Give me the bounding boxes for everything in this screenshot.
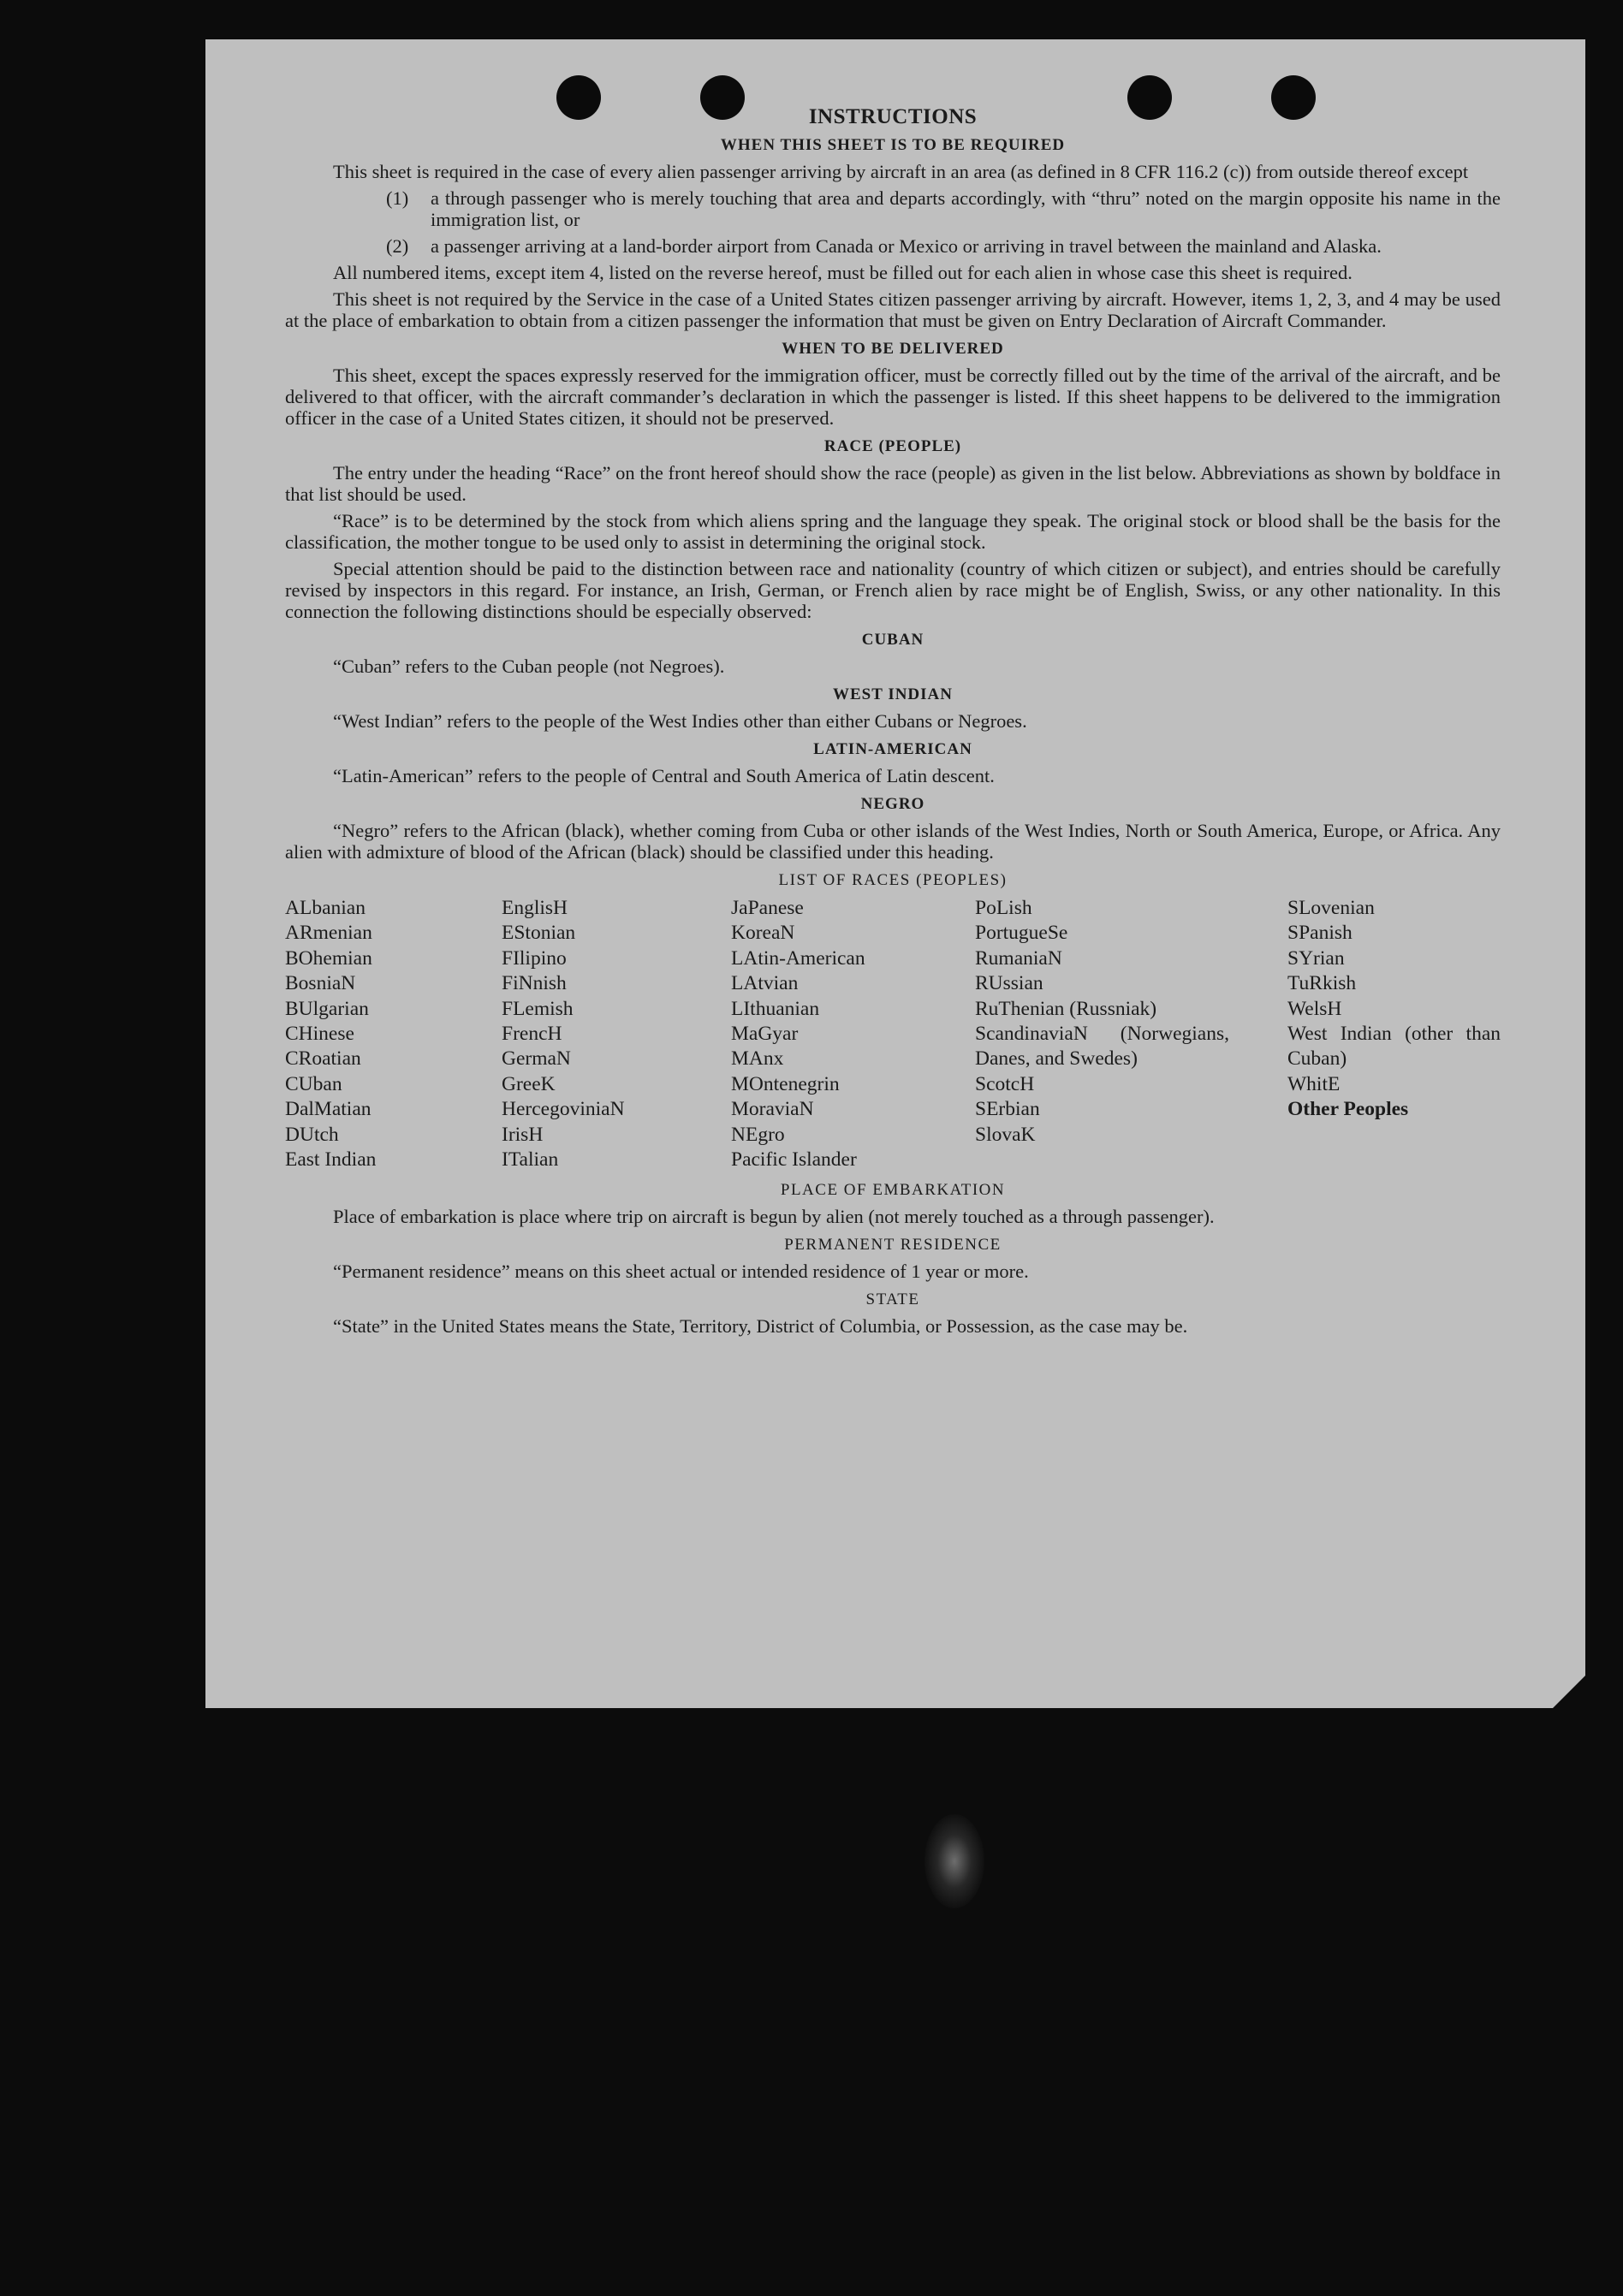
race-entry: WelsH	[1287, 997, 1342, 1020]
race-entry: SYrian	[1287, 946, 1345, 970]
race-entry: LAtin-American	[731, 946, 865, 970]
section-heading-state: STATE	[865, 1290, 920, 1309]
section-heading-list-of-races: LIST OF RACES (PEOPLES)	[778, 871, 1008, 889]
race-entry: ALbanian	[285, 897, 366, 919]
list-text: a through passenger who is merely touching that area and departs accordingly, with “thru” noted on the margin opposite his name in the immigration list, or	[431, 187, 1501, 230]
races-column	[285, 896, 502, 1172]
races-column	[502, 896, 731, 1172]
paragraph: “State” in the United States means the State, Territory, District of Columbia, or Possession, as the case may be.	[333, 1315, 1188, 1338]
list-number: (1)	[386, 187, 409, 209]
list-text: a passenger arriving at a land-border airport from Canada or Mexico or arriving in travel between the mainland and Alaska.	[431, 235, 1382, 257]
race-entry: EnglisH	[502, 897, 568, 919]
section-heading-race: RACE (PEOPLE)	[823, 437, 962, 455]
races-column	[975, 896, 1287, 1172]
lens-glare	[924, 1814, 984, 1908]
paragraph: “Race” is to be determined by the stock from which aliens spring and the language they speak. The original stock or blood shall be the basis for the classification, the mother tongue to be used only to assist in determining the original stock.	[285, 510, 1501, 553]
paragraph: “West Indian” refers to the people of the West Indies other than either Cubans or Negroes.	[333, 710, 1027, 732]
race-entry: HercegoviniaN	[502, 1098, 625, 1121]
paragraph: This sheet, except the spaces expressly reserved for the immigration officer, must be correctly filled out by the time of the arrival of the aircraft, and be delivered to that officer, with the aircraft commander’s declaration in which the passenger is listed. If this sheet happens to be delivered to the immigration officer in the case of a United States citizen, it should not be preserved.	[285, 365, 1501, 429]
paragraph: “Negro” refers to the African (black), whether coming from Cuba or other islands of the West Indies, North or South America, Europe, or Africa. Any alien with admixture of blood of the African (black) should be classified under this heading.	[285, 820, 1501, 863]
section-heading-cuban: CUBAN	[861, 631, 924, 649]
section-heading-negro: NEGRO	[860, 795, 925, 813]
race-entry: ITalian	[502, 1148, 559, 1172]
race-entry: RumaniaN	[975, 946, 1062, 970]
sheet-content	[285, 106, 1501, 1342]
race-entry: FIlipino	[502, 946, 567, 970]
paragraph: Special attention should be paid to the distinction between race and nationality (country of which citizen or subject), and entries should be carefully revised by inspectors in this regard. For instance, an Irish, German, or French alien by race might be of English, Swiss, or any other nationality. In this connection the following distinctions should be especially observed:	[285, 558, 1501, 622]
paragraph: The entry under the heading “Race” on the front hereof should show the race (people) as given in the list below. Abbreviations as shown by boldface in that list should be used.	[285, 462, 1501, 505]
race-entry: Pacific Islander	[731, 1148, 857, 1172]
race-entry: SPanish	[1287, 922, 1352, 945]
paragraph: Place of embarkation is place where trip on aircraft is begun by alien (not merely touched as a through passenger).	[333, 1206, 1215, 1228]
race-entry: CUban	[285, 1072, 342, 1095]
paragraph: All numbered items, except item 4, listed on the reverse hereof, must be filled out for each alien in whose case this sheet is required.	[333, 262, 1352, 283]
race-entry: RUssian	[975, 972, 1043, 995]
race-entry: WhitE	[1287, 1072, 1341, 1095]
races-column	[1287, 896, 1501, 1172]
paragraph: “Latin-American” refers to the people of Central and South America of Latin descent.	[333, 765, 995, 786]
race-entry: SErbian	[975, 1098, 1040, 1121]
paragraph: “Cuban” refers to the Cuban people (not Negroes).	[333, 656, 725, 677]
race-entry: MOntenegrin	[731, 1072, 840, 1095]
paragraph: “Permanent residence” means on this sheet actual or intended residence of 1 year or more.	[333, 1261, 1029, 1283]
list-item	[285, 235, 1501, 257]
race-entry: LIthuanian	[731, 997, 820, 1020]
race-entry: GermaN	[502, 1047, 571, 1071]
paragraph: This sheet is not required by the Service in the case of a United States citizen passenger arriving by aircraft. However, items 1, 2, 3, and 4 may be used at the place of embarkation to obtain from a citizen passenger the information that must be given on Entry Declaration of Aircraft Commander.	[285, 288, 1501, 331]
race-entry: ScandinaviaN (Norwegians, Danes, and Swedes)	[975, 1023, 1229, 1071]
race-entry: PoLish	[975, 897, 1032, 919]
race-entry: RuThenian (Russniak)	[975, 997, 1157, 1020]
section-heading-when-required: WHEN THIS SHEET IS TO BE REQUIRED	[720, 136, 1066, 154]
race-entry: NEgro	[731, 1123, 785, 1146]
race-entry: FrencH	[502, 1023, 562, 1046]
race-entry: BOhemian	[285, 946, 372, 970]
race-entry: West Indian (other than Cuban)	[1287, 1023, 1501, 1071]
race-entry: FLemish	[502, 997, 574, 1020]
race-entry: BosniaN	[285, 972, 356, 995]
folded-corner	[1549, 1672, 1589, 1712]
race-entry: LAtvian	[731, 972, 799, 995]
section-heading-west-indian: WEST INDIAN	[833, 685, 953, 703]
race-entry: EStonian	[502, 922, 576, 945]
section-heading-when-delivered: WHEN TO BE DELIVERED	[782, 340, 1004, 358]
race-entry: PortugueSe	[975, 922, 1068, 945]
section-heading-latin-american: LATIN-AMERICAN	[813, 740, 972, 758]
race-entry: DUtch	[285, 1123, 339, 1146]
race-entry: MaGyar	[731, 1023, 799, 1046]
race-entry: KoreaN	[731, 922, 795, 945]
race-entry: IrisH	[502, 1123, 544, 1146]
section-heading-embarkation: PLACE OF EMBARKATION	[780, 1181, 1006, 1200]
race-entry: MAnx	[731, 1047, 784, 1071]
races-list	[285, 896, 1501, 1172]
paragraph: This sheet is required in the case of every alien passenger arriving by aircraft in an area (as defined in 8 CFR 116.2 (c)) from outside thereof except	[333, 161, 1469, 182]
race-entry: DalMatian	[285, 1098, 372, 1121]
race-entry: ARmenian	[285, 922, 372, 945]
section-heading-residence: PERMANENT RESIDENCE	[784, 1236, 1002, 1255]
list-number: (2)	[386, 235, 409, 257]
race-entry: MoraviaN	[731, 1098, 814, 1121]
race-entry: JaPanese	[731, 897, 804, 919]
race-entry: East Indian	[285, 1148, 377, 1172]
race-entry: CRoatian	[285, 1047, 361, 1071]
race-entry: ScotcH	[975, 1072, 1035, 1095]
list-item	[285, 187, 1501, 230]
instruction-sheet	[205, 39, 1585, 1708]
race-entry: Other Peoples	[1287, 1098, 1409, 1121]
race-entry: BUlgarian	[285, 997, 369, 1020]
race-entry: GreeK	[502, 1072, 556, 1095]
race-entry: CHinese	[285, 1023, 354, 1046]
page-title: INSTRUCTIONS	[808, 105, 978, 128]
race-entry: SLovenian	[1287, 897, 1375, 919]
races-column	[731, 896, 975, 1172]
race-entry: FiNnish	[502, 972, 567, 995]
race-entry: TuRkish	[1287, 972, 1357, 995]
race-entry: SlovaK	[975, 1123, 1036, 1146]
